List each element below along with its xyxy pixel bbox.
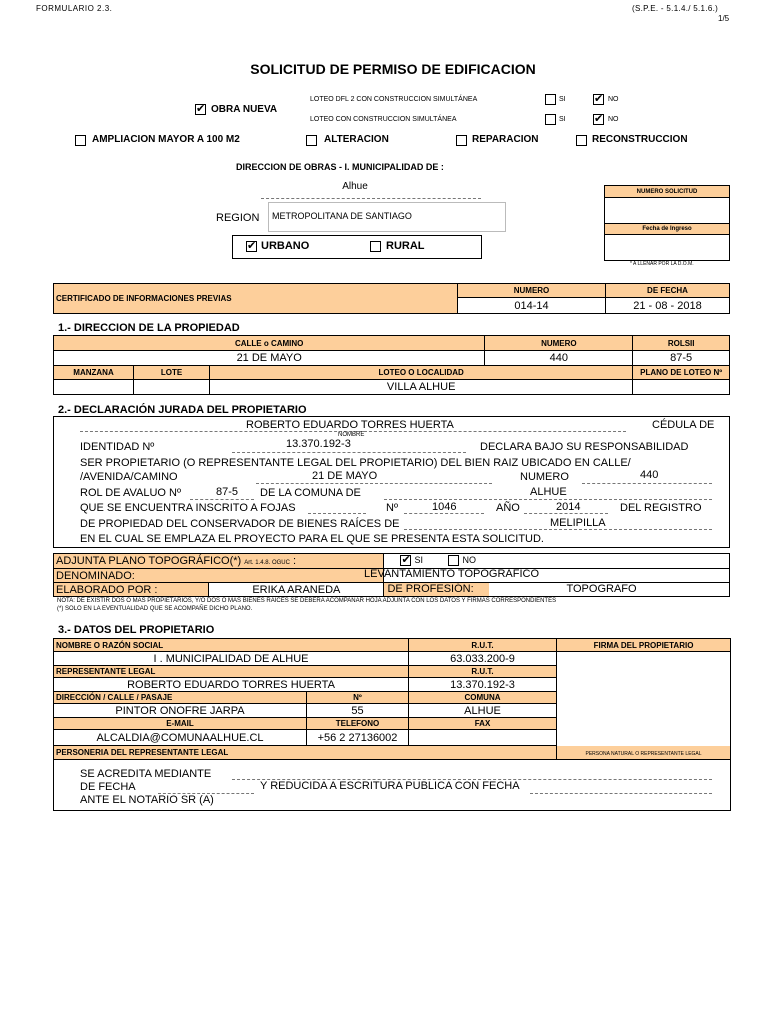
numero-label: NUMERO (485, 336, 633, 351)
fecha-ingreso-field[interactable] (605, 235, 730, 261)
telefono-value: +56 2 27136002 (307, 730, 409, 746)
cip-fecha-label: DE FECHA (606, 284, 730, 298)
obra-nueva-checkbox[interactable] (195, 104, 206, 115)
section3-title: 3.- DATOS DEL PROPIETARIO (58, 624, 215, 636)
plano-no-label: NO (462, 555, 476, 565)
page-title: SOLICITUD DE PERMISO DE EDIFICACION (250, 61, 536, 77)
calle-value: 21 DE MAYO (54, 351, 485, 366)
reconstruccion-label: RECONSTRUCCION (592, 134, 688, 145)
escritura-underline (530, 793, 712, 794)
cip-label: CERTIFICADO DE INFORMACIONES PREVIAS (54, 284, 458, 314)
loteo-con-si-checkbox[interactable] (545, 114, 556, 125)
acredita-text: SE ACREDITA MEDIANTE (80, 768, 212, 780)
nombre-caption: NOMBRE (338, 432, 365, 438)
fax-value (409, 730, 557, 746)
comuna-value: ALHUE (409, 704, 557, 718)
ampliacion-checkbox[interactable] (75, 135, 86, 146)
declarante-rol: 87-5 (216, 486, 239, 498)
ser-propietario-text: SER PROPIETARIO (O REPRESENTANTE LEGAL DEL PROPIETARIO) DEL BIEN RAIZ UBICADO EN CALLE/ (80, 457, 631, 469)
rep-legal-value: ROBERTO EDUARDO TORRES HUERTA (54, 678, 409, 692)
ano-underline (524, 513, 608, 514)
comuna-underline (384, 499, 712, 500)
rural-checkbox[interactable] (370, 241, 381, 252)
plano-si-label: SI (414, 555, 423, 565)
numero-solicitud-field[interactable] (605, 198, 730, 224)
alteracion-label: ALTERACION (324, 134, 389, 145)
loteo-value: VILLA ALHUE (210, 380, 633, 395)
loteo-dfl2-no-checkbox[interactable] (593, 94, 604, 105)
nota-plano: (*) SOLO EN LA EVENTUALIDAD QUE SE ACOMPAÑE DICHO PLANO. (57, 606, 253, 612)
profesion-cell (384, 583, 730, 597)
rut-label: R.U.T. (409, 639, 557, 652)
plano-no-checkbox[interactable] (448, 555, 459, 566)
check-icon: ✔ (594, 93, 604, 105)
fecha-label: DE FECHA (80, 781, 136, 793)
comuna-label: COMUNA (409, 692, 557, 704)
email-label: E-MAIL (54, 718, 307, 730)
reparacion-checkbox[interactable] (456, 135, 467, 146)
region-label: REGION (216, 212, 260, 224)
page-number: 1/5 (718, 14, 730, 23)
loteo-dfl2-si-checkbox[interactable] (545, 94, 556, 105)
nota-propietarios: NOTA: DE EXISTIR DOS O MAS PROPIETARIOS, Y/O DOS O MAS BIENES RAICES SE DEBERA ACOMPAÑAR HOJA ADJUNTA CON LOS DATOS Y FIRMAS CORRESPONDIENTES (57, 598, 557, 604)
rep-rut-label: R.U.T. (409, 666, 557, 678)
adjunta-plano-label: ADJUNTA PLANO TOPOGRÁFICO(*) (56, 555, 242, 567)
loteo-label: LOTEO O LOCALIDAD (210, 366, 633, 380)
spe-reference: (S.P.E. - 5.1.4./ 5.1.6.) (632, 4, 719, 13)
declarante-rut: 13.370.192-3 (286, 438, 351, 450)
declarante-numero: 440 (640, 469, 659, 481)
inscripcion-numero: 1046 (432, 501, 457, 513)
identidad-label: IDENTIDAD Nº (80, 441, 155, 453)
region-value: METROPOLITANA DE SANTIAGO (272, 211, 412, 221)
adjunta-plano-cell (54, 554, 384, 569)
nombre-razon-value: I . MUNICIPALIDAD DE ALHUE (54, 652, 409, 666)
elaborado-value: ERIKA ARANEDA (209, 583, 384, 597)
plano-loteo-label: PLANO DE LOTEO Nº (633, 366, 730, 380)
rut-value: 63.033.200-9 (409, 652, 557, 666)
alteracion-checkbox[interactable] (306, 135, 317, 146)
direccion-obras-label: DIRECCION DE OBRAS - I. MUNICIPALIDAD DE : (236, 162, 444, 172)
manzana-label: MANZANA (54, 366, 134, 380)
firma-label: FIRMA DEL PROPIETARIO (557, 639, 731, 652)
direccion-table (53, 335, 730, 395)
persona-natural-caption: PERSONA NATURAL O REPRESENTANTE LEGAL (585, 751, 702, 757)
municipio-value: Alhue (342, 181, 368, 192)
fecha-ingreso-label: Fecha de Ingreso (605, 224, 730, 235)
manzana-value (54, 380, 134, 395)
check-icon: ✔ (401, 554, 411, 566)
form-id: FORMULARIO 2.3. (36, 4, 113, 13)
personeria-label: PERSONERIA DEL REPRESENTANTE LEGAL (54, 746, 731, 760)
n-underline (404, 513, 484, 514)
denominado-label: DENOMINADO: (54, 569, 384, 583)
rep-rut-value: 13.370.192-3 (409, 678, 557, 692)
cip-table (53, 283, 730, 314)
nombre-razon-label: NOMBRE O RAZÓN SOCIAL (54, 639, 409, 652)
loteo-dfl2-si-label: SI (559, 96, 566, 103)
conservador-ciudad: MELIPILLA (550, 517, 606, 529)
cedula-de-label: CÉDULA DE (652, 419, 715, 431)
art-ref: Art. 1.4.8. OGUC (244, 560, 290, 566)
rut-underline (232, 452, 466, 453)
n-label: Nº (386, 502, 398, 514)
direccion-value: PINTOR ONOFRE JARPA (54, 704, 307, 718)
section1-title: 1.- DIRECCION DE LA PROPIEDAD (58, 322, 240, 334)
section2-title: 2.- DECLARACIÓN JURADA DEL PROPIETARIO (58, 404, 307, 416)
numero-solicitud-box (604, 185, 730, 261)
reducida-text: Y REDUCIDA A ESCRITURA PUBLICA CON FECHA (260, 780, 520, 792)
emplaza-text: EN EL CUAL SE EMPLAZA EL PROYECTO PARA EL QUE SE PRESENTA ESTA SOLICITUD. (80, 533, 544, 545)
rol-avaluo-label: ROL DE AVALUO Nº (80, 487, 182, 499)
cip-numero-value: 014-14 (458, 298, 606, 314)
lote-value (134, 380, 210, 395)
region-field[interactable] (268, 202, 506, 232)
email-value: ALCALDIA@COMUNAALHUE.CL (54, 730, 307, 746)
ampliacion-label: AMPLIACION MAYOR A 100 M2 (92, 134, 240, 145)
reparacion-label: REPARACION (472, 134, 539, 145)
loteo-dfl2-no-label: NO (608, 96, 619, 103)
obra-nueva-label: OBRA NUEVA (211, 104, 278, 115)
loteo-dfl2-label: LOTEO DFL 2 CON CONSTRUCCION SIMULTÁNEA (310, 96, 478, 103)
dir-numero-label: Nº (307, 692, 409, 704)
llenar-note: * A LLENAR POR LA D.O.M. (630, 261, 694, 267)
elaborado-label: ELABORADO POR : (54, 583, 209, 597)
numero-value: 440 (485, 351, 633, 366)
check-icon: ✔ (594, 113, 604, 125)
direccion-label: DIRECCIÓN / CALLE / PASAJE (54, 692, 307, 704)
declarante-comuna: ALHUE (530, 486, 567, 498)
cip-fecha-value: 21 - 08 - 2018 (606, 298, 730, 314)
fax-label: FAX (409, 718, 557, 730)
check-icon: ✔ (247, 240, 257, 252)
rol-label: ROLSII (633, 336, 730, 351)
inscrito-text: QUE SE ENCUENTRA INSCRITO A FOJAS (80, 502, 296, 514)
numero-label-decl: NUMERO (520, 471, 569, 483)
dir-numero-value: 55 (307, 704, 409, 718)
declara-text: DECLARA BAJO SU RESPONSABILIDAD (480, 441, 689, 453)
declarante-calle: 21 DE MAYO (312, 470, 378, 482)
declarante-nombre: ROBERTO EDUARDO TORRES HUERTA (246, 419, 454, 431)
ciudad-underline (404, 529, 712, 530)
conservador-text: DE PROPIEDAD DEL CONSERVADOR DE BIENES RAÍCES DE (80, 518, 400, 530)
municipio-underline (261, 198, 481, 199)
calle-label: CALLE o CAMINO (54, 336, 485, 351)
urbano-checkbox[interactable] (246, 241, 257, 252)
plano-loteo-value (633, 380, 730, 395)
loteo-con-si-label: SI (559, 116, 566, 123)
rol-value: 87-5 (633, 351, 730, 366)
profesion-label: DE PROFESIÓN: (384, 583, 489, 596)
telefono-label: TELEFONO (307, 718, 409, 730)
rol-underline (190, 499, 254, 500)
firma-area[interactable] (557, 652, 731, 760)
check-icon: ✔ (196, 103, 206, 115)
denominado-value: LEVANTAMIENTO TOPOGRAFICO (364, 568, 540, 580)
ano-label: AÑO (496, 502, 520, 514)
comuna-label-decl: DE LA COMUNA DE (260, 487, 361, 499)
calle-underline (256, 483, 492, 484)
notario-text: ANTE EL NOTARIO SR (A) (80, 794, 214, 806)
rep-legal-label: REPRESENTANTE LEGAL (54, 666, 409, 678)
rural-label: RURAL (386, 240, 425, 252)
lote-label: LOTE (134, 366, 210, 380)
numero-underline (582, 483, 712, 484)
inscripcion-ano: 2014 (556, 501, 581, 513)
adjunta-options (384, 554, 730, 569)
numero-solicitud-label: NUMERO SOLICITUD (605, 186, 730, 198)
profesion-value: TOPOGRAFO (566, 583, 637, 595)
loteo-con-label: LOTEO CON CONSTRUCCION SIMULTÁNEA (310, 116, 457, 123)
loteo-con-no-label: NO (608, 116, 619, 123)
urbano-label: URBANO (261, 240, 310, 252)
loteo-con-no-checkbox[interactable] (593, 114, 604, 125)
avenida-label: /AVENIDA/CAMINO (80, 471, 178, 483)
registro-text: DEL REGISTRO (620, 502, 702, 514)
cip-numero-label: NUMERO (458, 284, 606, 298)
adjunta-colon: : (293, 555, 297, 567)
plano-si-checkbox[interactable] (400, 555, 411, 566)
reconstruccion-checkbox[interactable] (576, 135, 587, 146)
fojas-underline (308, 513, 366, 514)
